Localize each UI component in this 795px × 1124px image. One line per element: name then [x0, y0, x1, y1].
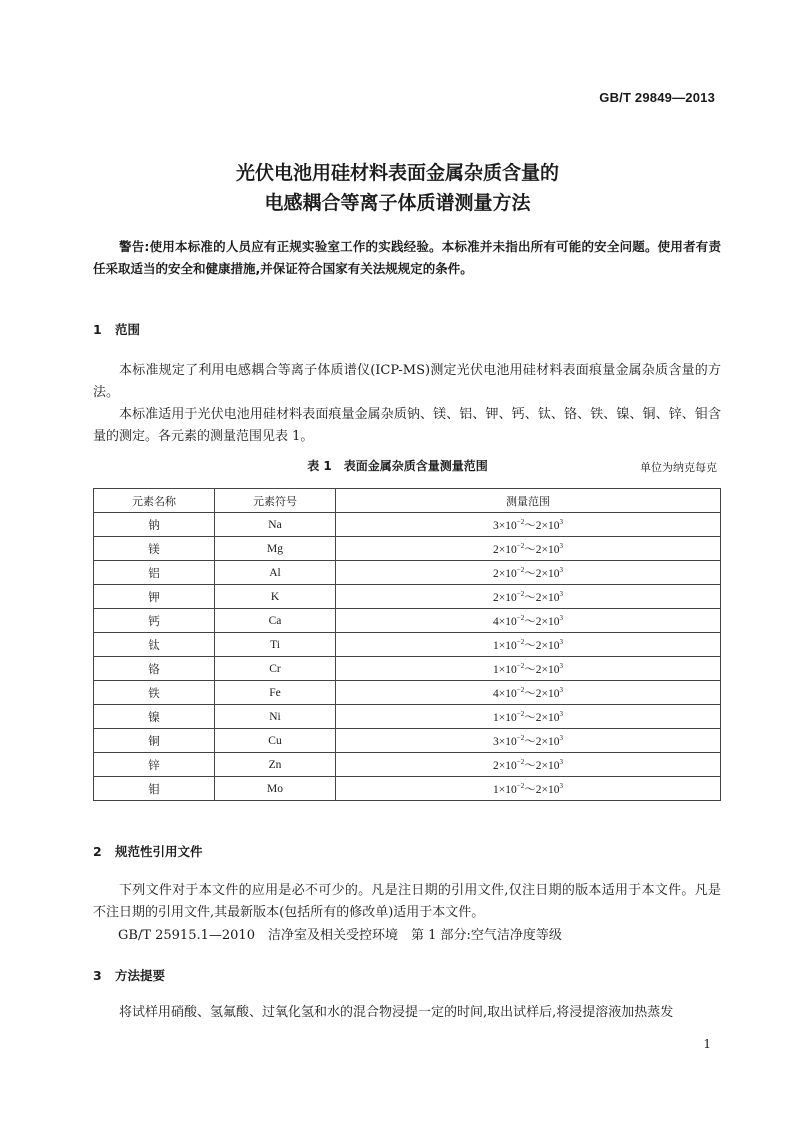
element-symbol-cell: Ti: [215, 633, 336, 657]
header-measurement-range: 测量范围: [336, 489, 721, 513]
table-row: [94, 681, 721, 705]
range-low-exponent: −2: [516, 517, 525, 526]
section-2-number: 2: [93, 844, 102, 859]
element-symbol-cell: Mo: [215, 777, 336, 801]
range-low: 2×10: [493, 543, 517, 556]
element-name-cell: 铁: [94, 681, 215, 705]
table-row: [94, 633, 721, 657]
element-name-cell: 铝: [94, 561, 215, 585]
page-number: 1: [703, 1037, 711, 1051]
element-symbol-cell: K: [215, 585, 336, 609]
standard-code: GB/T 29849—2013: [599, 90, 715, 105]
range-low-exponent: −2: [516, 637, 525, 646]
range-low-exponent: −2: [516, 589, 525, 598]
title-line-2: 电感耦合等离子体质谱测量方法: [264, 192, 531, 214]
range-high-exponent: 3: [559, 637, 563, 646]
measurement-range-cell: [336, 513, 721, 537]
section-1-heading: [93, 320, 140, 338]
section-1-paragraph-1: 本标准规定了利用电感耦合等离子体质谱仪(ICP-MS)测定光伏电池用硅材料表面痕量金属杂质含量的方法。: [93, 363, 721, 400]
range-high-exponent: 3: [559, 661, 563, 670]
table-row: [94, 705, 721, 729]
range-high-exponent: 3: [559, 613, 563, 622]
range-low: 3×10: [493, 519, 517, 532]
element-name-cell: 钙: [94, 609, 215, 633]
range-low-exponent: −2: [516, 541, 525, 550]
element-name-cell: 钠: [94, 513, 215, 537]
element-name-cell: 钼: [94, 777, 215, 801]
table-row: [94, 537, 721, 561]
measurement-range-cell: [336, 585, 721, 609]
measurement-range-cell: [336, 729, 721, 753]
range-high-exponent: 3: [559, 589, 563, 598]
range-high-exponent: 3: [559, 517, 563, 526]
range-low-exponent: −2: [516, 685, 525, 694]
section-1-title: 范围: [115, 322, 141, 337]
range-separator: ～2×10: [524, 567, 560, 580]
element-name-cell: 锌: [94, 753, 215, 777]
element-symbol-cell: Fe: [215, 681, 336, 705]
range-separator: ～2×10: [524, 663, 560, 676]
element-name-cell: 钛: [94, 633, 215, 657]
measurement-range-table: [93, 488, 721, 801]
range-low-exponent: −2: [516, 613, 525, 622]
section-3-heading: [93, 966, 165, 984]
document-title: [0, 158, 795, 218]
range-low-exponent: −2: [516, 661, 525, 670]
section-2-heading: [93, 842, 203, 860]
range-high-exponent: 3: [559, 565, 563, 574]
range-separator: ～2×10: [524, 543, 560, 556]
element-symbol-cell: Cu: [215, 729, 336, 753]
section-2-paragraph-1: 下列文件对于本文件的应用是必不可少的。凡是注日期的引用文件,仅注日期的版本适用于本文件。凡是不注日期的引用文件,其最新版本(包括所有的修改单)适用于本文件。: [93, 883, 721, 920]
table-header-row: [94, 489, 721, 513]
element-symbol-cell: Zn: [215, 753, 336, 777]
measurement-range-cell: [336, 657, 721, 681]
table-unit: 单位为纳克每克: [640, 461, 717, 474]
range-separator: ～2×10: [524, 735, 560, 748]
header-element-name: 元素名称: [94, 489, 215, 513]
normative-reference: GB/T 25915.1—2010 洁净室及相关受控环境 第 1 部分:空气洁净度等级: [118, 928, 562, 943]
section-3-title: 方法提要: [115, 968, 166, 983]
range-low: 4×10: [493, 615, 517, 628]
table-row: [94, 777, 721, 801]
element-name-cell: 镁: [94, 537, 215, 561]
range-separator: ～2×10: [524, 639, 560, 652]
range-low-exponent: −2: [516, 565, 525, 574]
range-high-exponent: 3: [559, 733, 563, 742]
range-low: 4×10: [493, 687, 517, 700]
range-separator: ～2×10: [524, 759, 560, 772]
range-low: 1×10: [493, 711, 517, 724]
range-low-exponent: −2: [516, 757, 525, 766]
range-low-exponent: −2: [516, 781, 525, 790]
table-row: [94, 585, 721, 609]
table-row: [94, 561, 721, 585]
element-symbol-cell: Ni: [215, 705, 336, 729]
element-symbol-cell: Mg: [215, 537, 336, 561]
range-low: 2×10: [493, 591, 517, 604]
range-separator: ～2×10: [524, 591, 560, 604]
range-low: 1×10: [493, 783, 517, 796]
safety-warning: 警告:使用本标准的人员应有正规实验室工作的实践经验。本标准并未指出所有可能的安全问题。使用者有责任采取适当的安全和健康措施,并保证符合国家有关法规规定的条件。: [93, 239, 721, 276]
table-row: [94, 729, 721, 753]
measurement-range-cell: [336, 705, 721, 729]
section-3-paragraph-1: 将试样用硝酸、氢氟酸、过氧化氢和水的混合物浸提一定的时间,取出试样后,将浸提溶液加热蒸发: [119, 1005, 674, 1020]
range-high-exponent: 3: [559, 685, 563, 694]
element-symbol-cell: Ca: [215, 609, 336, 633]
measurement-range-cell: [336, 537, 721, 561]
title-line-1: 光伏电池用硅材料表面金属杂质含量的: [235, 162, 559, 184]
range-high-exponent: 3: [559, 781, 563, 790]
range-low-exponent: −2: [516, 709, 525, 718]
range-separator: ～2×10: [524, 615, 560, 628]
table-row: [94, 657, 721, 681]
range-separator: ～2×10: [524, 687, 560, 700]
section-1-paragraph-2: 本标准适用于光伏电池用硅材料表面痕量金属杂质钠、镁、铝、钾、钙、钛、铬、铁、镍、铜、锌、钼含量的测定。各元素的测量范围见表 1。: [93, 407, 721, 444]
element-name-cell: 镍: [94, 705, 215, 729]
table-caption: 表 1 表面金属杂质含量测量范围: [307, 459, 488, 473]
element-symbol-cell: Al: [215, 561, 336, 585]
measurement-range-cell: [336, 681, 721, 705]
section-3-number: 3: [93, 968, 102, 983]
range-low: 2×10: [493, 759, 517, 772]
range-low: 3×10: [493, 735, 517, 748]
range-high-exponent: 3: [559, 757, 563, 766]
range-low: 1×10: [493, 663, 517, 676]
range-separator: ～2×10: [524, 711, 560, 724]
measurement-range-cell: [336, 633, 721, 657]
header-element-symbol: 元素符号: [215, 489, 336, 513]
range-high-exponent: 3: [559, 709, 563, 718]
element-name-cell: 铜: [94, 729, 215, 753]
table-row: [94, 513, 721, 537]
section-1-number: 1: [93, 322, 102, 337]
element-name-cell: 钾: [94, 585, 215, 609]
range-low: 1×10: [493, 639, 517, 652]
measurement-range-cell: [336, 777, 721, 801]
range-separator: ～2×10: [524, 783, 560, 796]
table-row: [94, 753, 721, 777]
measurement-range-cell: [336, 753, 721, 777]
measurement-range-cell: [336, 609, 721, 633]
element-symbol-cell: Na: [215, 513, 336, 537]
element-name-cell: 铬: [94, 657, 215, 681]
section-2-title: 规范性引用文件: [115, 844, 203, 859]
range-high-exponent: 3: [559, 541, 563, 550]
range-separator: ～2×10: [524, 519, 560, 532]
table-row: [94, 609, 721, 633]
range-low-exponent: −2: [516, 733, 525, 742]
range-low: 2×10: [493, 567, 517, 580]
measurement-range-cell: [336, 561, 721, 585]
element-symbol-cell: Cr: [215, 657, 336, 681]
